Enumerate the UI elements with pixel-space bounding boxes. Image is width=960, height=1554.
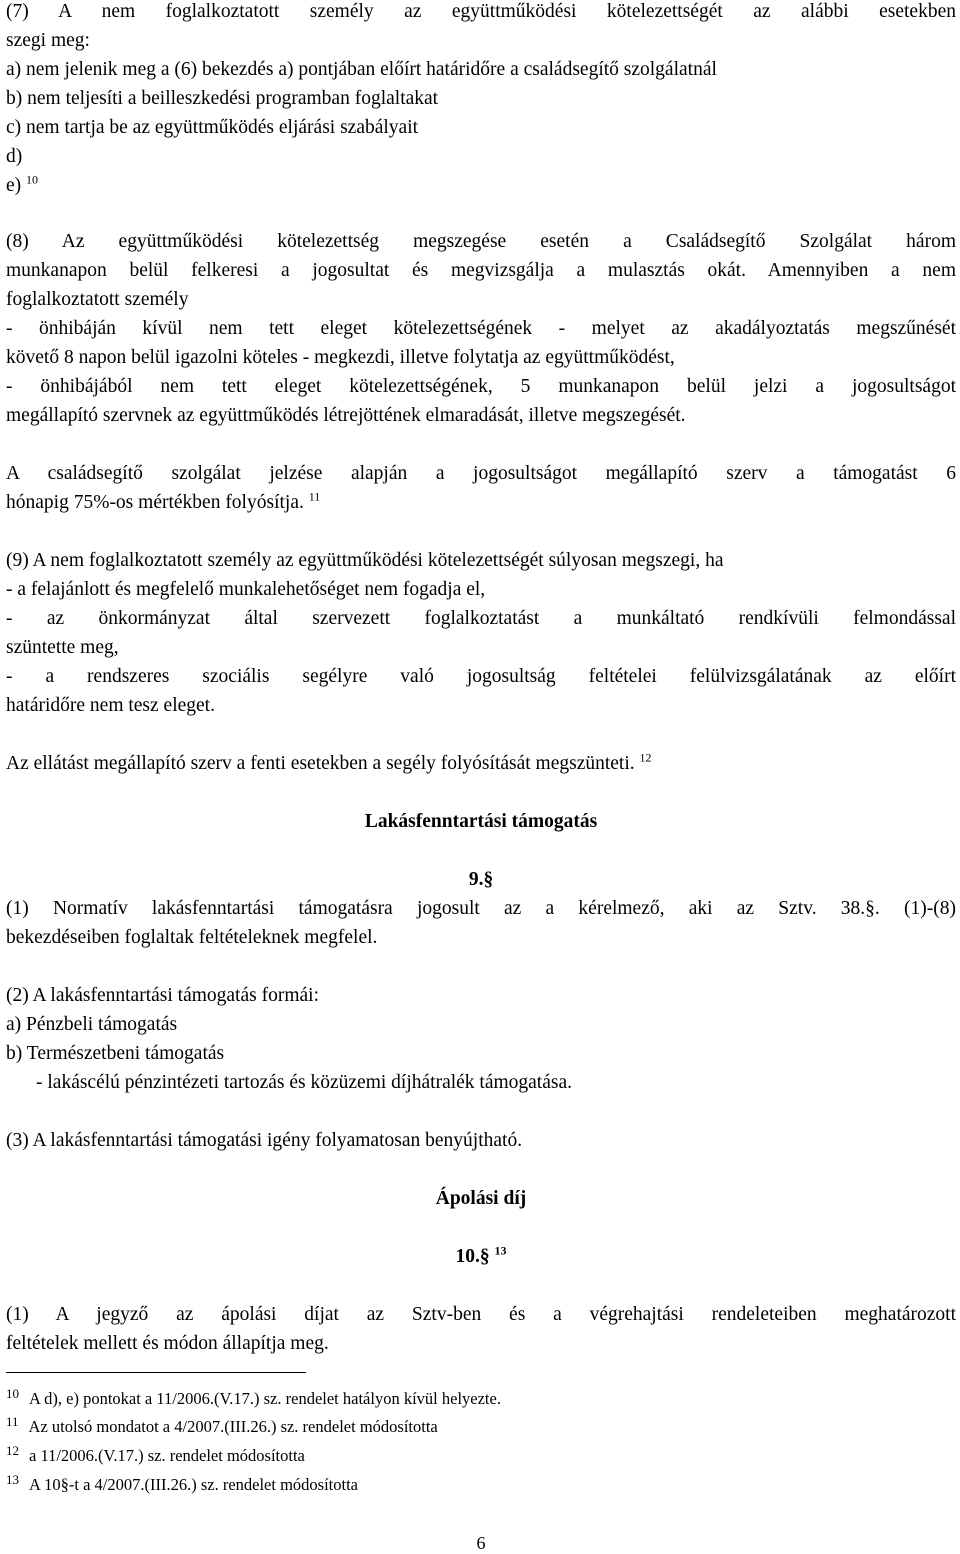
footnote-ref-12[interactable]: 12: [639, 750, 652, 765]
footnote-ref-13[interactable]: 13: [494, 1243, 507, 1258]
p7-item-b: b) nem teljesíti a beilleszkedési programban foglaltakat: [6, 88, 439, 109]
p9b-text: Az ellátást megállapító szerv a fenti esetekben a segély folyósítását megszünteti.: [6, 753, 635, 774]
p8-line-6: - önhibájából nem tett eleget kötelezettségének, 5 munkanapon belül jelzi a jogosultságot: [6, 376, 956, 397]
p7-item-d: d): [6, 146, 23, 167]
s10p1-line-2: feltételek mellett és módon állapítja meg.: [6, 1333, 329, 1354]
s9p1-line-2: bekezdéseiben foglaltak feltételeknek megfelel.: [6, 927, 378, 948]
p8-line-1: (8) Az együttműködési kötelezettség megszegése esetén a Családsegítő Szolgálat három: [6, 231, 956, 252]
s9p2-item-a: a) Pénzbeli támogatás: [6, 1014, 178, 1035]
p9-line-6: határidőre nem tesz eleget.: [6, 695, 215, 716]
section-number-10-text: 10.§: [455, 1246, 490, 1267]
p8-line-4: - önhibáján kívül nem tett eleget kötelezettségének - melyet az akadályoztatás megszűnését: [6, 318, 956, 339]
s10p1-line-1: (1) A jegyző az ápolási díjat az Sztv-ben és a végrehajtási rendeleteiben meghatározott: [6, 1304, 956, 1325]
p8-line-5: követő 8 napon belül igazolni köteles - megkezdi, illetve folytatja az együttműködést,: [6, 347, 675, 368]
footnote-number: 11: [6, 1413, 19, 1429]
p7-item-e: [6, 174, 38, 198]
p9b-line: [6, 752, 652, 776]
section-number-9: 9.§: [468, 869, 494, 890]
p7-line-1: (7) A nem foglalkoztatott személy az együttműködési kötelezettségét az alábbi esetekben: [6, 1, 956, 22]
section-number-10: [6, 1245, 956, 1269]
p8-line-2: munkanapon belül felkeresi a jogosultat és megvizsgálja a mulasztás okát. Amennyiben a nem: [6, 260, 956, 281]
p9-line-3: - az önkormányzat által szervezett foglalkoztatást a munkáltató rendkívüli felmondással: [6, 608, 956, 629]
footnote-number: 13: [6, 1471, 19, 1487]
footnote-number: 10: [6, 1385, 19, 1401]
p9-line-4: szüntette meg,: [6, 637, 119, 658]
p7-item-c: c) nem tartja be az együttműködés eljárási szabályait: [6, 117, 419, 138]
p8b-line-1: A családsegítő szolgálat jelzése alapján a jogosultságot megállapító szerv a támogatást 6: [6, 463, 956, 484]
p9-line-2: - a felajánlott és megfelelő munkalehetőséget nem fogadja el,: [6, 579, 486, 600]
footnote-text: A d), e) pontokat a 11/2006.(V.17.) sz. rendelet hatályon kívül helyezte.: [29, 1389, 501, 1408]
p8b-line-2: [6, 491, 320, 515]
footnote-13: [6, 1471, 359, 1495]
p7-item-a: a) nem jelenik meg a (6) bekezdés a) pontjában előírt határidőre a családsegítő szolgálatnál: [6, 59, 717, 80]
p8b-line-2-text: hónapig 75%-os mértékben folyósítja.: [6, 492, 304, 513]
p9-line-5: - a rendszeres szociális segélyre való jogosultság feltételei felülvizsgálatának az előírt: [6, 666, 956, 687]
footnote-text: Az utolsó mondatot a 4/2007.(III.26.) sz. rendelet módosította: [28, 1417, 438, 1436]
s9p2-item-b: b) Természetbeni támogatás: [6, 1043, 225, 1064]
footnote-text: a 11/2006.(V.17.) sz. rendelet módosította: [29, 1446, 305, 1465]
s9p2-subitem: - lakáscélú pénzintézeti tartozás és közüzemi díjhátralék támogatása.: [36, 1072, 573, 1093]
footnote-text: A 10§-t a 4/2007.(III.26.) sz. rendelet módosította: [29, 1475, 359, 1494]
p9-line-1: (9) A nem foglalkoztatott személy az együttműködési kötelezettségét súlyosan megszegi, ha: [6, 550, 724, 571]
footnote-ref-10[interactable]: 10: [26, 172, 39, 187]
p7-item-e-label: e): [6, 175, 22, 196]
footnote-12: [6, 1442, 305, 1466]
section-heading-care: Ápolási díj: [435, 1188, 527, 1209]
s9p2-line-1: (2) A lakásfenntartási támogatás formái:: [6, 985, 319, 1006]
page-number: 6: [476, 1533, 486, 1553]
footnote-ref-11[interactable]: 11: [308, 489, 321, 504]
footnote-separator: [6, 1372, 306, 1373]
footnote-10: [6, 1385, 501, 1409]
p7-line-2: szegi meg:: [6, 30, 90, 51]
section-heading-housing: Lakásfenntartási támogatás: [364, 811, 598, 832]
footnote-number: 12: [6, 1442, 19, 1458]
p8-line-3: foglalkoztatott személy: [6, 289, 189, 310]
s9p1-line-1: (1) Normatív lakásfenntartási támogatásra jogosult az a kérelmező, aki az Sztv. 38.§. (1)-(8): [6, 898, 956, 919]
footnote-11: [6, 1413, 438, 1437]
p8-line-7: megállapító szervnek az együttműködés létrejöttének elmaradását, illetve megszegését.: [6, 405, 686, 426]
s9p3-line: (3) A lakásfenntartási támogatási igény folyamatosan benyújtható.: [6, 1130, 523, 1151]
